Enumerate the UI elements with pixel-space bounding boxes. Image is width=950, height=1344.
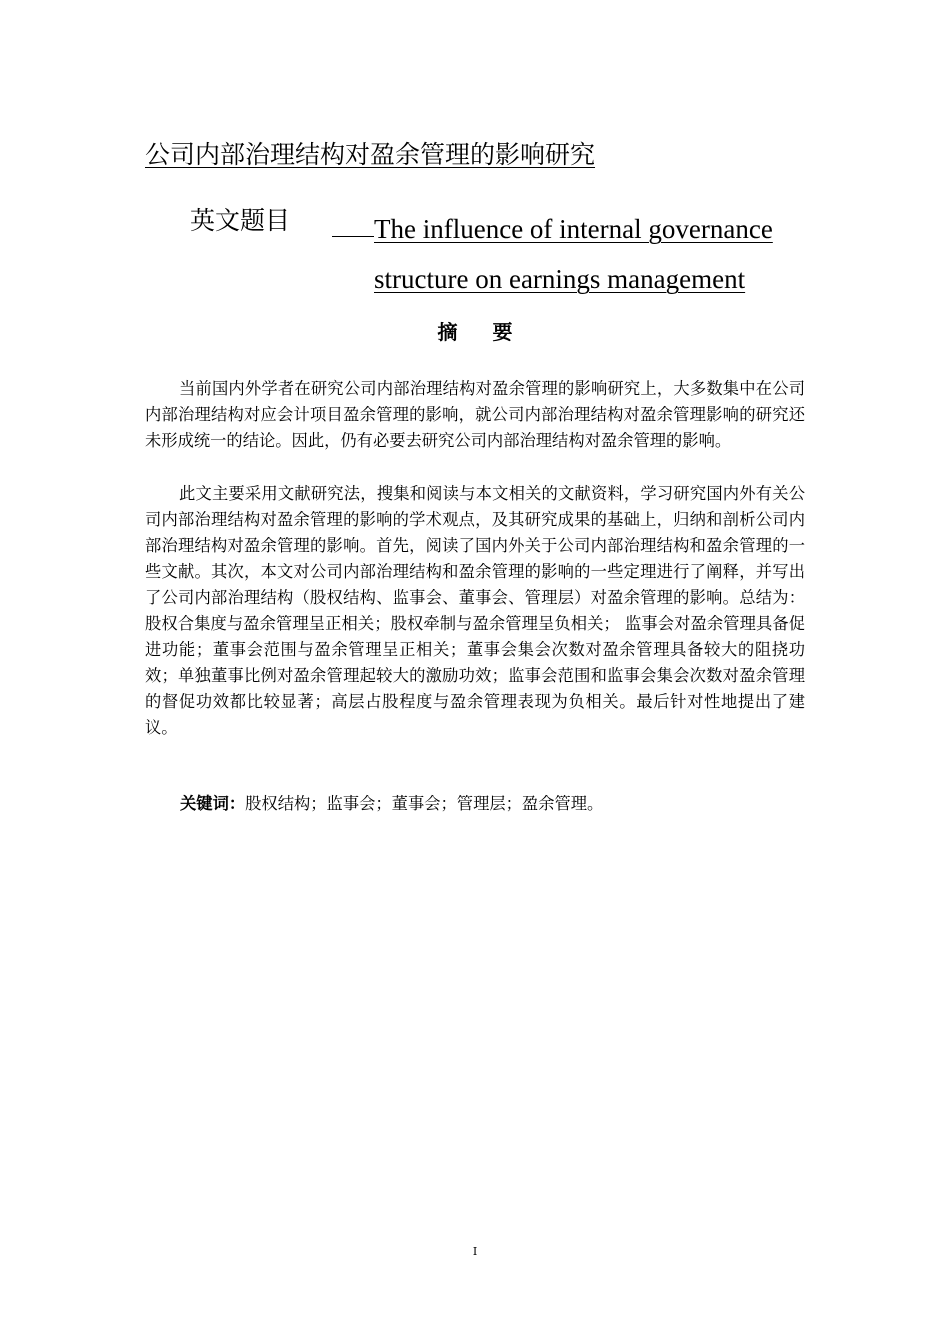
keywords-text: 股权结构；监事会；董事会；管理层；盈余管理。 bbox=[245, 794, 604, 813]
keywords-line bbox=[180, 791, 603, 817]
keywords-label: 关键词： bbox=[180, 794, 246, 813]
chinese-title: 公司内部治理结构对盈余管理的影响研究 bbox=[145, 140, 596, 169]
english-title-label: 英文题目 bbox=[190, 206, 291, 235]
abstract-heading: 摘 要 bbox=[437, 320, 527, 344]
abstract-paragraph-1: 当前国内外学者在研究公司内部治理结构对盈余管理的影响研究上，大多数集中在公司内部治理结构对应会计项目盈余管理的影响，就公司内部治理结构对盈余管理影响的研究还未形成统一的结论。因此，仍有必要去研究公司内部治理结构对盈余管理的影响。 bbox=[145, 379, 805, 450]
english-title: The influence of internal governance structure on earnings management bbox=[374, 214, 773, 294]
abstract-paragraph-2: 此文主要采用文献研究法，搜集和阅读与本文相关的文献资料，学习研究国内外有关公司内部治理结构对盈余管理的影响的学术观点，及其研究成果的基础上，归纳和剖析公司内部治理结构对盈余管理的影响。首先，阅读了国内外关于公司内部治理结构和盈余管理的一些文献。其次，本文对公司内部治理结构和盈余管理的影响的一些定理进行了阐释，并写出了公司内部治理结构（股权结构、监事会、董事会、管理层）对盈余管理的影响。总结为：股权合集度与盈余管理呈正相关；股权牵制与盈余管理呈负相关； 监事会对盈余管理具备促进功能；董事会范围与盈余管理呈正相关；董事会集会次数对盈余管理具备较大的阻挠功效；单独董事比例对盈余管理起较大的激励功效；监事会范围和监事会集会次数对盈余管理的督促功效都比较显著；高层占股程度与盈余管理表现为负相关。最后针对性地提出了建议。 bbox=[145, 484, 805, 737]
title-underline-blank bbox=[332, 236, 374, 237]
page-number: I bbox=[472, 1245, 478, 1258]
